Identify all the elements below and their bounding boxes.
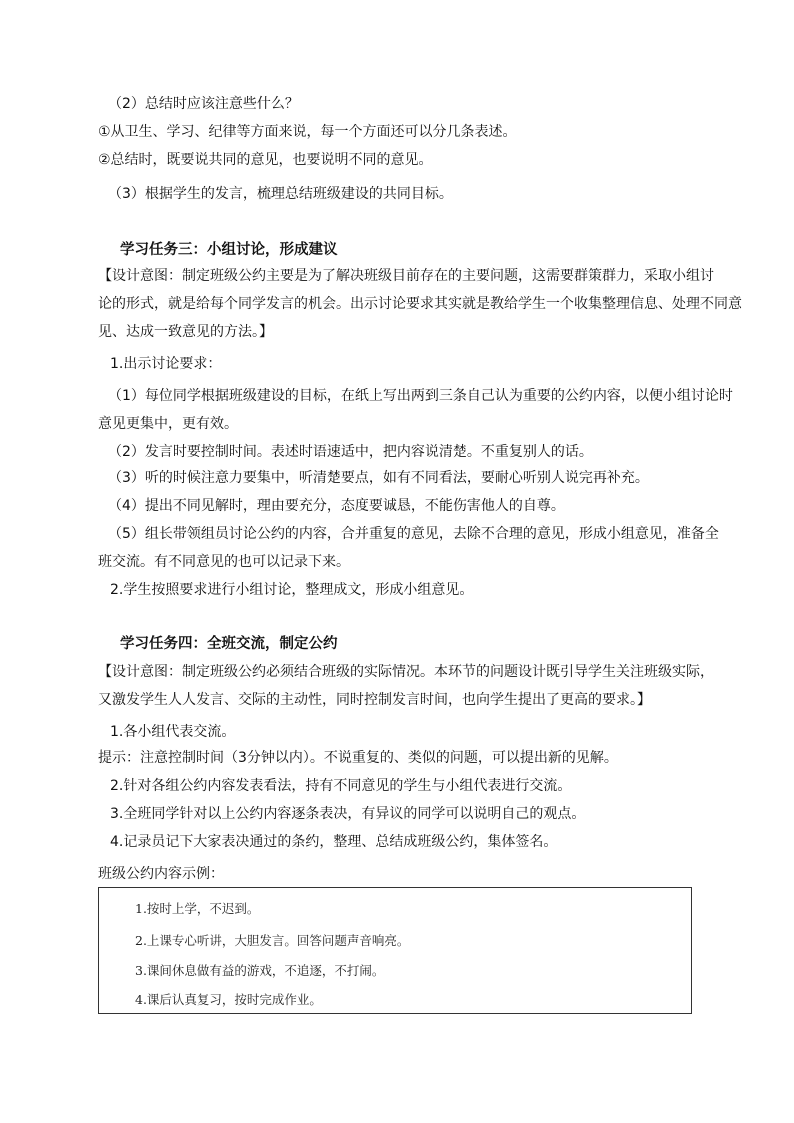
example-item-1: 1.按时上学，不迟到。 — [135, 901, 260, 916]
task3-req-4: （4）提出不同见解时，理由要充分，态度要诚恳，不能伤害他人的自尊。 — [108, 498, 565, 514]
task3-heading: 学习任务三：小组讨论，形成建议 — [120, 242, 338, 258]
task3-item-1: 1.出示讨论要求： — [110, 356, 222, 372]
class-convention-example-box — [98, 887, 692, 1014]
task3-req-1b: 意见更集中，更有效。 — [98, 416, 238, 432]
example-item-3: 3.课间休息做有益的游戏，不追逐，不打闹。 — [135, 963, 385, 978]
task3-intent-line-3: 见、达成一致意见的方法。】 — [98, 324, 273, 340]
example-label: 班级公约内容示例： — [98, 866, 224, 882]
task4-intent-line-2: 又激发学生人人发言、交际的主动性，同时控制发言时间，也向学生提出了更高的要求。】 — [98, 692, 651, 708]
task3-req-5a: （5）组长带领组员讨论公约的内容，合并重复的意见，去除不合理的意见，形成小组意见，准备全 — [108, 526, 719, 542]
task3-item-2: 2.学生按照要求进行小组讨论，整理成文，形成小组意见。 — [110, 582, 474, 598]
point-1: ①从卫生、学习、纪律等方面来说，每一个方面还可以分几条表述。 — [98, 124, 517, 140]
task4-item-3: 3.全班同学针对以上公约内容逐条表决，有异议的同学可以说明自己的观点。 — [110, 806, 586, 822]
task4-intent-line-1: 【设计意图：制定班级公约必须结合班级的实际情况。本环节的问题设计既引导学生关注班级实际， — [98, 664, 714, 680]
question-2: （2）总结时应该注意些什么？ — [108, 96, 299, 112]
task3-req-5b: 班交流。有不同意见的也可以记录下来。 — [98, 554, 350, 570]
task3-req-3: （3）听的时候注意力要集中，听清楚要点，如有不同看法，要耐心听别人说完再补充。 — [108, 470, 649, 486]
task3-intent-line-1: 【设计意图：制定班级公约主要是为了解决班级目前存在的主要问题，这需要群策群力，采取小组讨 — [98, 268, 714, 284]
task3-req-2: （2）发言时要控制时间。表述时语速适中，把内容说清楚。不重复别人的话。 — [108, 444, 593, 460]
task3-req-1a: （1）每位同学根据班级建设的目标，在纸上写出两到三条自己认为重要的公约内容，以便小组讨论时 — [108, 388, 733, 404]
task4-item-4: 4.记录员记下大家表决通过的条约，整理、总结成班级公约，集体签名。 — [110, 834, 558, 850]
example-item-2: 2.上课专心听讲，大胆发言。回答问题声音响亮。 — [135, 933, 410, 948]
task4-tip: 提示：注意控制时间（3分钟以内）。不说重复的、类似的问题，可以提出新的见解。 — [98, 750, 618, 766]
task4-heading: 学习任务四：全班交流，制定公约 — [120, 636, 338, 652]
task4-item-2: 2.针对各组公约内容发表看法，持有不同意见的学生与小组代表进行交流。 — [110, 778, 572, 794]
example-item-4: 4.课后认真复习，按时完成作业。 — [135, 992, 322, 1007]
point-2: ②总结时，既要说共同的意见，也要说明不同的意见。 — [98, 152, 433, 168]
task4-item-1: 1.各小组代表交流。 — [110, 724, 236, 740]
task3-intent-line-2: 论的形式，就是给每个同学发言的机会。出示讨论要求其实就是教给学生一个收集整理信息、处理不同意 — [98, 296, 742, 312]
question-3: （3）根据学生的发言，梳理总结班级建设的共同目标。 — [108, 186, 453, 202]
